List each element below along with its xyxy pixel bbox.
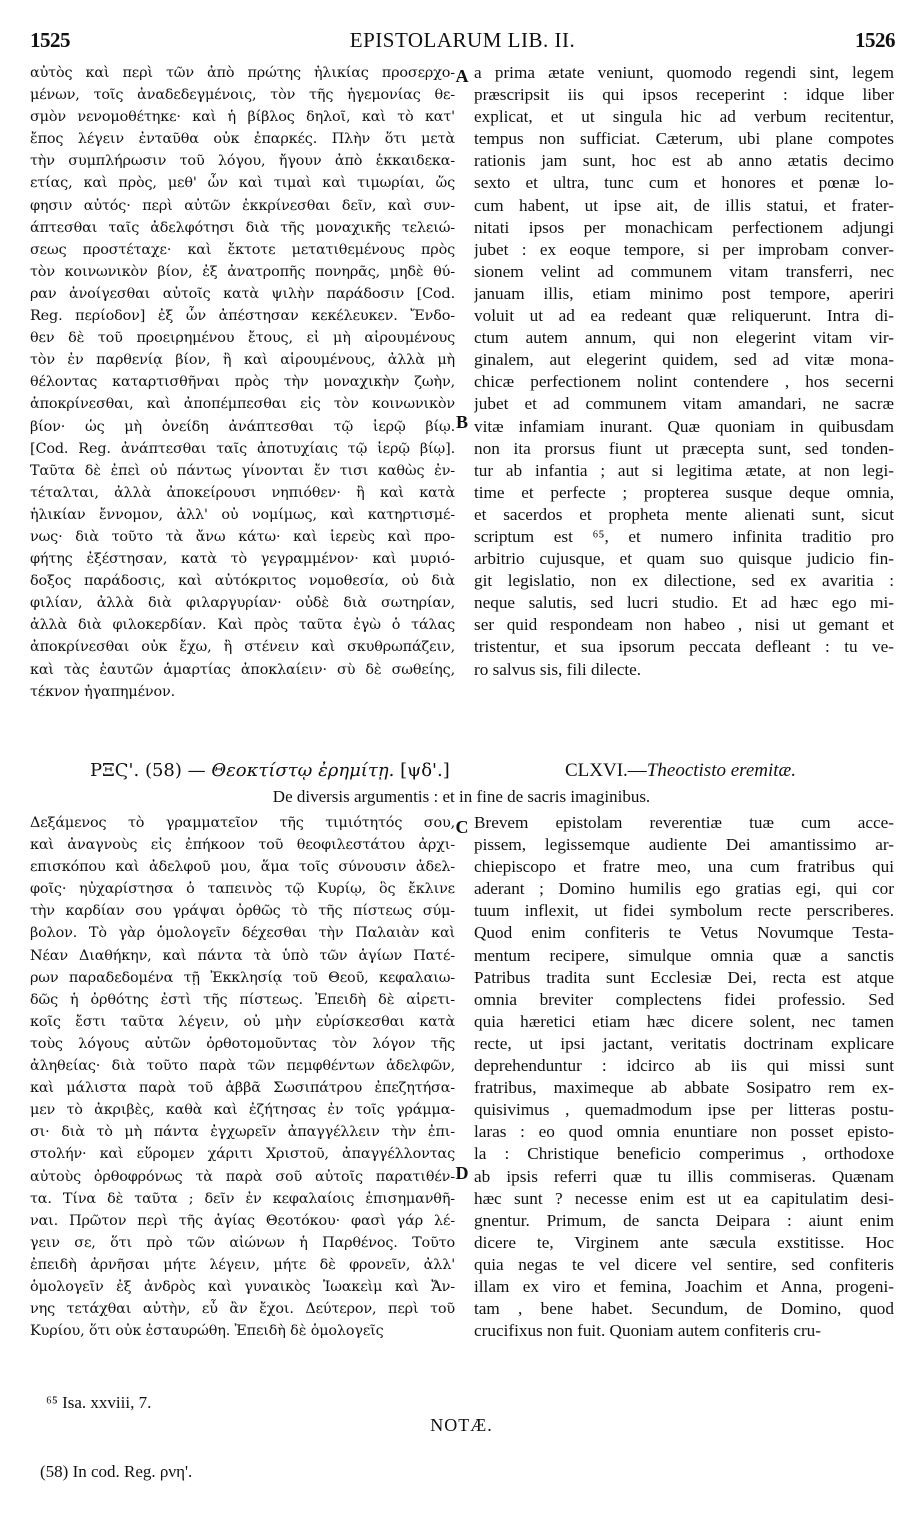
text-line: cum habent, ut ipse ait, de illis statui, et frater-	[474, 195, 894, 215]
text-line: time et perfecte ; propterea susque deque omnia,	[474, 482, 894, 502]
letter-ref-greek: [ψδ'.]	[400, 760, 450, 781]
text-line: ro salvus sis, fili dilecte.	[474, 659, 642, 679]
text-line: hæc sunt ? necesse enim est ut ea capitulatim desi-	[474, 1188, 894, 1208]
latin-column-letter-1	[474, 62, 894, 744]
text-line: καὶ τὰς ἑαυτῶν ἁμαρτίας ἀποκλαίειν· σὺ δὲ σωθείης,	[30, 661, 455, 678]
text-line: μένων, τοῖς ἀναδεδεγμένοις, τὸν τῆς ἡγεμονίας θε-	[30, 87, 455, 104]
text-line: præscripsit iis qui ipsos receperint : idque liber	[474, 85, 894, 105]
text-line: τοὺς λόγους αὐτῶν ὀρθοτομοῦντας τὸν λόγον τῆς	[30, 1035, 455, 1052]
editorial-note: (58) In cod. Reg. ρνη'.	[40, 1462, 193, 1481]
text-line: ναι. Πρῶτον περὶ τῆς ἁγίας Θεοτόκου· φασὶ γάρ λέ-	[30, 1212, 455, 1229]
text-line: τὴν συμπλήρωσιν τοῦ λόγου, ἤγουν ἀπὸ ἑκκαιδεκα-	[30, 153, 455, 170]
text-line: βίον· ὡς μὴ ὀνείδη ἀνάπτεσθαι τῷ ἱερῷ βίῳ.	[30, 418, 455, 435]
text-line: fratribus, maximeque ab abbate Sosipatro rem ex-	[474, 1078, 894, 1098]
text-line: la : Christique beneficio comperimus , orthodoxe	[474, 1144, 894, 1164]
text-line: ἡλικίαν ἔννομον, ἀλλ' οὐ νομίμως, καὶ κατηρτισμέ-	[30, 506, 455, 523]
text-line: illam ex viro et femina, Joachim et Anna, progeni-	[474, 1276, 894, 1296]
text-line: non ita prorsus fiunt ut præcepta sunt, sed tonden-	[474, 438, 894, 458]
text-line: τὴν καρδίαν σου γράψαι ὀρθῶς τὸ τῆς πίστεως σύμ-	[30, 903, 455, 920]
section-marker-d: D	[455, 1163, 469, 1183]
latin-column-letter-2	[474, 812, 894, 1390]
text-line: arbitrio cujusque, et quam suo quisque judicio fin-	[474, 549, 894, 569]
text-line: δοξος παράδοσις, καὶ αὐτόκριτος νομοθεσία, οὐ διὰ	[30, 573, 455, 590]
text-line: rationis jam sunt, hoc est ab anno ætatis decimo	[474, 151, 894, 171]
text-line: mentum recipere, simulque omnia quæ a sanctis	[474, 945, 894, 965]
text-line: δῶς ἡ ὀρθότης ἐστὶ τῆς πίστεως. Ἐπειδὴ δὲ αἱρετι-	[30, 991, 455, 1008]
letter-number-greek: ΡΞϚ'. (58) —	[90, 760, 206, 781]
text-line: τὸν ἐν παρθενίᾳ βίον, ἢ καὶ αἱρουμένους, ἀλλὰ μὴ	[30, 352, 455, 369]
text-line: git legislatio, non ex dilectione, sed ex avaritia :	[474, 571, 894, 591]
text-line: quia negas te vel dicere vel sentire, sed confiteris	[474, 1254, 894, 1274]
text-line: ἀληθείας· διὰ τοῦτο παρὰ τῶν πεμφθέντων ἀδελφῶν,	[30, 1058, 455, 1075]
text-line: sionem velint ad communem vitam transferri, nec	[474, 261, 894, 281]
text-line: Brevem epistolam reverentiæ tuæ cum acce-	[474, 813, 894, 832]
text-line: ἀλλὰ διὰ φιλοκερδίαν. Καὶ πρὸς ταῦτα ἐγὼ ὁ τάλας	[30, 617, 455, 634]
text-line: αὐτὸς καὶ περὶ τῶν ἀπὸ πρώτης ἡλικίας προσερχο-	[30, 65, 455, 81]
text-line: tuum inflexit, ut fidei symbolum recte perscriberes.	[474, 901, 894, 921]
text-line: ραν ἀνοίγεσθαι αὐτοῖς κατὰ ψιλὴν παράδοσιν [Cod.	[30, 285, 455, 302]
greek-column-letter-1	[30, 62, 455, 744]
text-line: jubet et ad communem vitam amandari, ne sacræ	[474, 394, 894, 414]
text-line: pissem, legissemque audiente Dei amantissimo ar-	[474, 835, 894, 855]
section-marker-a: A	[455, 66, 469, 86]
text-line: θεν δὲ τοῦ προειρημένου ἔτους, εἰ μὴ αἱρουμένους	[30, 330, 455, 347]
text-line: ἔπος λέγειν ἐνταῦθα οὐκ ἐπαρκές. Πλὴν ὅτι μετὰ	[30, 131, 455, 148]
text-line: Νέαν Διαθήκην, καὶ πάντα τὰ ὑπὸ τῶν ἁγίων Πατέ-	[30, 947, 455, 964]
text-line: deprehenduntur : idcirco ab iis qui missi sunt	[474, 1056, 894, 1076]
page-number-right: 1526	[855, 28, 895, 52]
text-line: σι· διὰ τὸ μὴ πάντα ἐγχωρεῖν ἀπαγγέλλειν τὴν ἐπι-	[30, 1124, 455, 1141]
text-line: quia hæretici etiam hæc dicere solent, nec tamen	[474, 1011, 894, 1031]
letter-heading-latin	[565, 760, 796, 782]
text-line: επισκόπου καὶ ἀδελφοῦ μου, ἅμα τοῖς σύνουσιν ἀδελ-	[30, 859, 455, 876]
text-line: ctum autem annum, qui non elegerint vitam vir-	[474, 328, 894, 348]
text-line: Κυρίου, ὅτι οὐκ ἐσταυρώθη. Ἐπειδὴ δὲ ὁμολογεῖς	[30, 1323, 384, 1340]
text-line: καὶ μάλιστα παρὰ τοῦ ἀββᾶ Σωσιπάτρου ἐπεζητήσα-	[30, 1080, 455, 1097]
text-line: φιλίαν, ἀλλὰ διὰ φιλαργυρίαν· οὐδὲ διὰ σωτηρίαν,	[30, 595, 455, 612]
text-line: quisivimus , quemadmodum ipse per litteras postu-	[474, 1100, 894, 1120]
section-marker-c: C	[455, 817, 469, 837]
text-line: ἀποκρίνεσθαι, καὶ ἀποπέμπεσθαι εἰς τὸν κοινωνικὸν	[30, 396, 455, 413]
text-line: tristentur, et sua ipsorum peccata defleant : tu ve-	[474, 637, 894, 657]
text-line: φησιν αὐτός· περὶ αὐτῶν ἐκκρίνεσθαι δεῖν, καὶ συν-	[30, 197, 455, 214]
text-line: νως· διὰ τοῦτο τὰ ἄνω κάτω· καὶ ἱερεὺς καὶ προ-	[30, 528, 455, 545]
text-line: explicat, et ut singula hic ad verbum recitentur,	[474, 107, 894, 127]
text-line: γειν σε, ὅτι πρὸ τῶν αἰώνων ἡ Παρθένος. Τοῦτο	[30, 1234, 455, 1251]
text-line: ginalem, aut elegerint quidem, sed ad vitæ mona-	[474, 350, 894, 370]
text-line: ἐπειδὴ ἀρνῆσαι μήτε λέγειν, μήτε δὲ φρονεῖν, ἀλλ'	[30, 1256, 455, 1273]
text-line: θέλοντας καταρτισθῆναι πρὸς τὴν μοναχικὴν ζωὴν,	[30, 374, 455, 391]
text-line: Patribus tradita sunt Ecclesiæ Dei, recta est atque	[474, 967, 894, 987]
text-line: μεν τὸ ἀκριβὲς, καθὰ καὶ ἐζήτησας ἐν τοῖς γράμμα-	[30, 1102, 455, 1119]
page-number-left: 1525	[30, 28, 70, 52]
text-line: vitæ infamiam inurant. Quæ quoniam in quibusdam	[474, 416, 894, 436]
section-marker-b: B	[455, 412, 468, 432]
letter-heading-greek	[90, 760, 450, 781]
text-line: νης τετάχθαι αὐτὴν, εὖ ἂν ἔχοι. Δεύτερον, περὶ τοῦ	[30, 1301, 455, 1318]
text-line: σμὸν νενομοθέτηκε· καὶ ἡ βίβλος δηλοῖ, καὶ τὸ κατ'	[30, 109, 455, 126]
notae-heading: NOTÆ.	[430, 1415, 493, 1435]
text-line: a prima ætate veniunt, quomodo regendi sint, legem	[474, 63, 894, 82]
text-line: [Cod. Reg. ἀνάπτεσθαι ταῖς ἀποτυχίαις τῷ ἱερῷ βίῳ].	[30, 440, 455, 457]
text-line: βολον. Τὸ γὰρ ὁμολογεῖν δέχεσθαι τὴν Παλαιὰν καὶ	[30, 925, 455, 942]
addressee-greek: Θεοκτίστῳ ἐρημίτῃ.	[211, 760, 395, 781]
text-line: recte, ut ipsi jactant, veritatis doctrinam explicare	[474, 1033, 894, 1053]
text-line: voluit ut ad ea redeant quæ reliquerunt. Intra di-	[474, 306, 894, 326]
text-line: ἀποκρίνεσθαι οὐκ ἔχω, ἢ στένειν καὶ σκυθρωπάζειν,	[30, 639, 455, 656]
footnote: ⁶⁵ Isa. xxviii, 7.	[46, 1393, 152, 1412]
text-line: omnia breviter complectens fidei professio. Sed	[474, 989, 894, 1009]
text-line: chicæ perfectionem nolint contendere , hos secerni	[474, 372, 894, 392]
text-line: tam , bene habet. Secundum, de Domino, quod	[474, 1299, 894, 1319]
text-line: φοῖς· ηὐχαρίστησα ὁ ταπεινὸς τῷ Κυρίῳ, ὃς ἔκλινε	[30, 881, 455, 898]
text-line: Δεξάμενος τὸ γραμματεῖον τῆς τιμιότητός σου,	[30, 815, 455, 831]
text-line: στολήν· καὶ εὕρομεν χάριτι Χριστοῦ, ἀπαγγέλλοντας	[30, 1146, 455, 1163]
text-line: sexto et ultra, tunc cum et honores et pœnæ lo-	[474, 173, 894, 193]
text-line: ρων παραδεδομένα τῇ Ἐκκλησίᾳ τοῦ Θεοῦ, κεφαλαιω-	[30, 969, 455, 986]
text-line: ser quid respondeam non habeo , nisi ut gemant et	[474, 615, 894, 635]
text-line: ετίας, καὶ πρὸς, μεθ' ὧν καὶ τιμαὶ καὶ τιμωρίαι, ὥς	[30, 175, 455, 192]
letter-subheading: De diversis argumentis : et in fine de sacris imaginibus.	[272, 787, 651, 806]
text-line: januam illis, etiam minimo post tempore, aperiri	[474, 283, 894, 303]
text-line: Quod enim confiteris te Vetus Novumque Testa-	[474, 923, 894, 943]
text-line: tur ab infantia ; aut si legitima ætate, at non legi-	[474, 460, 894, 480]
text-line: gnentur. Primum, de sancta Deipara : aiunt enim	[474, 1210, 894, 1230]
text-line: neque salutis, sed lucri studio. Et ad hæc ego mi-	[474, 593, 894, 613]
text-line: κοῖς ἔστι ταῦτα λέγειν, οὐ μὴν εὑρίσκεσθαι κατὰ	[30, 1013, 455, 1030]
text-line: dicere te, Virginem ante sæcula exstitisse. Hoc	[474, 1232, 894, 1252]
text-line: crucifixus non fuit. Quoniam autem confiteris cru-	[474, 1321, 821, 1341]
text-line: scriptum est ⁶⁵, et numero infinita traditio pro	[474, 526, 894, 546]
text-line: φήτης ἐξέστησαν, κατὰ τὸ γεγραμμένον· καὶ μυριό-	[30, 551, 455, 568]
text-line: σεως προστέταχε· καὶ ἔκτοτε μετατιθεμένους πρὸς	[30, 241, 455, 258]
text-line: Reg. περίοδον] ἐξ ὧν ἀπέστησαν κεκέλευκεν. Ἔνδο-	[30, 308, 455, 325]
text-line: Ταῦτα δὲ ἐπεὶ οὐ πάντως γίνονται ἔν τισι καθὼς ἐν-	[30, 462, 455, 479]
letter-number-latin: CLXVI.—	[565, 760, 647, 781]
text-line: καὶ ἀναγνοὺς εἰς ἐπήκοον τοῦ θεοφιλεστάτου ἀρχι-	[30, 837, 455, 854]
text-line: et sacerdos et propheta mente alienati sunt, sicut	[474, 504, 894, 524]
text-line: aderant ; Domino humilis ego gratias egi, qui cor	[474, 879, 894, 899]
text-line: laras : eo quod omnia enuntiare non posset episto-	[474, 1122, 894, 1142]
text-line: ὁμολογεῖν ἐξ ἀνδρὸς καὶ γυναικὸς Ἰωακεὶμ καὶ Ἄν-	[30, 1278, 455, 1295]
text-line: jubet : ex eoque tempore, si per improbam conver-	[474, 239, 894, 259]
text-line: αὐτοὺς ὀρθοφρόνως τὰ παρὰ σοῦ αὐτοῖς παρατιθέν-	[30, 1168, 455, 1185]
text-line: nitati ipsos per monachicam perfectionem adjungi	[474, 217, 894, 237]
text-line: τα. Τίνα δὲ ταῦτα ; δεῖν ἐν κεφαλαίοις ἐπισημανθῆ-	[30, 1190, 455, 1207]
text-line: ab ipsis referri quæ tu illis commiseras. Quænam	[474, 1166, 894, 1186]
text-line: tempus non sufficiat. Cæterum, ubi plane compotes	[474, 129, 894, 149]
text-line: chiepiscopo et fratre meo, una cum fratribus qui	[474, 857, 894, 877]
running-title: EPISTOLARUM LIB. II.	[349, 28, 576, 52]
addressee-latin: Theoctisto eremitæ.	[646, 760, 796, 781]
greek-column-letter-2	[30, 812, 455, 1390]
text-line: τέταλται, ἀλλὰ ἀποκείρουσι νηπιόθεν· ἢ καὶ κατὰ	[30, 484, 455, 501]
text-line: τὸν κοινωνικὸν βίον, ἐξ ἀνατροπῆς πονηρᾶς, μηδὲ θύ-	[30, 263, 455, 280]
page-header	[30, 28, 895, 58]
text-line: τέκνον ἠγαπημένον.	[30, 683, 176, 700]
text-line: άπτεσθαι ταῖς ἀδελφότησι διὰ τῆς μοναχικῆς τελειώ-	[30, 219, 455, 236]
